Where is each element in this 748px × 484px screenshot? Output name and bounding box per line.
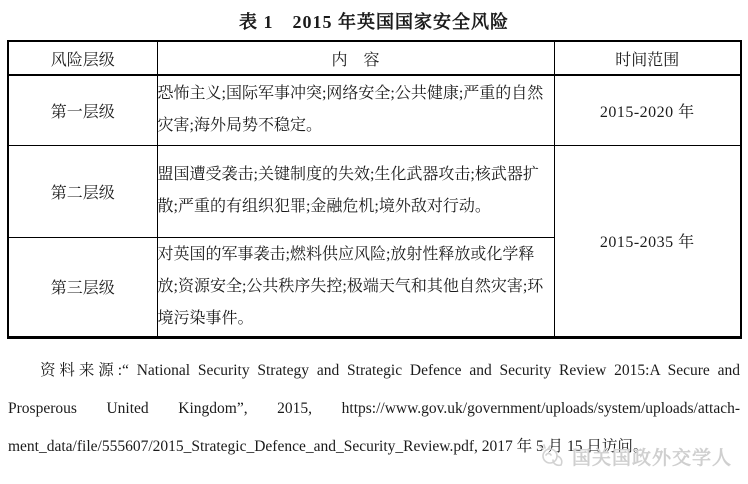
table-row-tier1 — [8, 75, 741, 145]
column-header-time-range: 时间范围 — [554, 41, 741, 75]
watermark — [537, 443, 732, 470]
risk-content-cell: 对英国的军事袭击;燃料供应风险;放射性释放或化学释放;资源安全;公共秩序失控;极端天气和其他自然灾害;环境污染事件。 — [157, 237, 554, 337]
risk-table — [7, 40, 742, 339]
source-note-line: Prosperous United Kingdom”, 2015, https://www.gov.uk/government/uploads/system/uploads/attach- — [8, 399, 740, 417]
risk-level-cell: 第三层级 — [8, 237, 157, 337]
watermark-logo-icon — [537, 444, 567, 470]
header-row — [8, 41, 741, 75]
table-title: 表 1 2015 年英国国家安全风险 — [239, 12, 509, 32]
watermark-text: 国关国政外交学人 — [572, 448, 733, 469]
risk-content-cell: 恐怖主义;国际军事冲突;网络安全;公共健康;严重的自然灾害;海外局势不稳定。 — [157, 75, 554, 145]
source-note-line: ment_data/file/555607/2015_Strategic_Defence_and_Security_Review.pdf, 2017 年 5 月 15 日访问。 — [8, 437, 649, 455]
risk-level-cell: 第一层级 — [8, 75, 157, 145]
time-range-cell: 2015-2020 年 — [554, 75, 741, 145]
table-row-tier2 — [8, 145, 741, 237]
source-note-line: 资料来源:“ National Security Strategy and Strategic Defence and Security Review 2015:A Secure and — [40, 361, 740, 379]
time-range-cell-merged: 2015-2035 年 — [554, 145, 741, 337]
risk-level-cell: 第二层级 — [8, 145, 157, 237]
risk-content-cell: 盟国遭受袭击;关键制度的失效;生化武器攻击;核武器扩散;严重的有组织犯罪;金融危机;境外敌对行动。 — [157, 145, 554, 237]
column-header-content: 内 容 — [157, 41, 554, 75]
column-header-risk-level: 风险层级 — [8, 41, 157, 75]
